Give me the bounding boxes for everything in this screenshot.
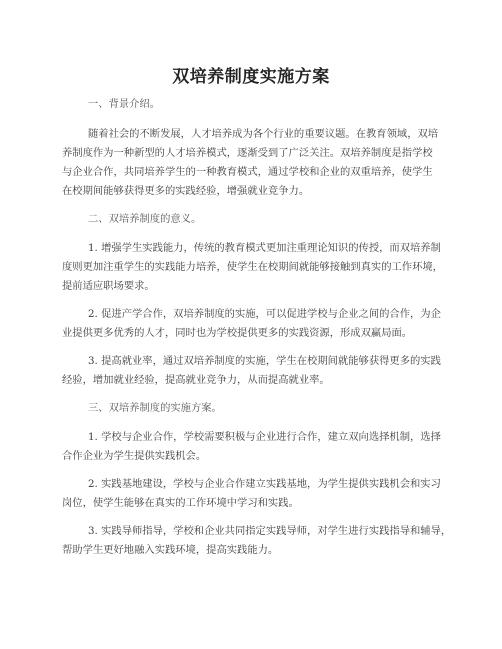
list-item-line: 3. 提高就业率，通过双培养制度的实施，学生在校期间就能够获得更多的实践: [88, 355, 441, 367]
section-heading-plan: 三、双培养制度的实施方案。: [88, 402, 222, 414]
section-heading-significance: 二、双培养制度的意义。: [88, 213, 202, 225]
list-item-line: 1. 增强学生实践能力，传统的教育模式更加注重理论知识的传授，而双培养制: [88, 242, 441, 254]
paragraph-line: 在校期间能够获得更多的实践经验，增强就业竞争力。: [62, 185, 310, 197]
list-item-line: 2. 促进产学合作，双培养制度的实施，可以促进学校与企业之间的合作，为企: [88, 308, 441, 320]
list-item-line: 提前适应职场要求。: [62, 280, 155, 292]
paragraph-line: 与企业合作，共同培养学生的一种教育模式，通过学校和企业的双重培养，使学生: [62, 166, 433, 178]
section-heading-background: 一、背景介绍。: [88, 98, 161, 110]
list-item-line: 1. 学校与企业合作，学校需要积极与企业进行合作，建立双向选择机制，选择: [88, 431, 441, 443]
list-item-line: 业提供更多优秀的人才，同时也为学校提供更多的实践资源，形成双赢局面。: [62, 327, 413, 339]
list-item-line: 度则更加注重学生的实践能力培养，使学生在校期间就能够接触到真实的工作环境，: [62, 261, 443, 273]
list-item-line: 2. 实践基地建设，学校与企业合作建立实践基地，为学生提供实践机会和实习: [88, 478, 441, 490]
paragraph-line: 养制度作为一种新型的人才培养模式，逐渐受到了广泛关注。双培养制度是指学校: [62, 147, 433, 159]
list-item-line: 岗位，使学生能够在真实的工作环境中学习和实践。: [62, 497, 299, 509]
list-item-line: 经验，增加就业经验，提高就业竞争力，从而提高就业率。: [62, 374, 330, 386]
list-item-line: 3. 实践导师指导，学校和企业共同指定实践导师，对学生进行实践指导和辅导，: [88, 525, 452, 537]
paragraph-line: 随着社会的不断发展，人才培养成为各个行业的重要议题。在教育领域，双培: [88, 128, 439, 140]
list-item-line: 帮助学生更好地融入实践环境，提高实践能力。: [62, 544, 279, 556]
document-title: 双培养制度实施方案: [172, 67, 330, 87]
list-item-line: 合作企业为学生提供实践机会。: [62, 450, 207, 462]
